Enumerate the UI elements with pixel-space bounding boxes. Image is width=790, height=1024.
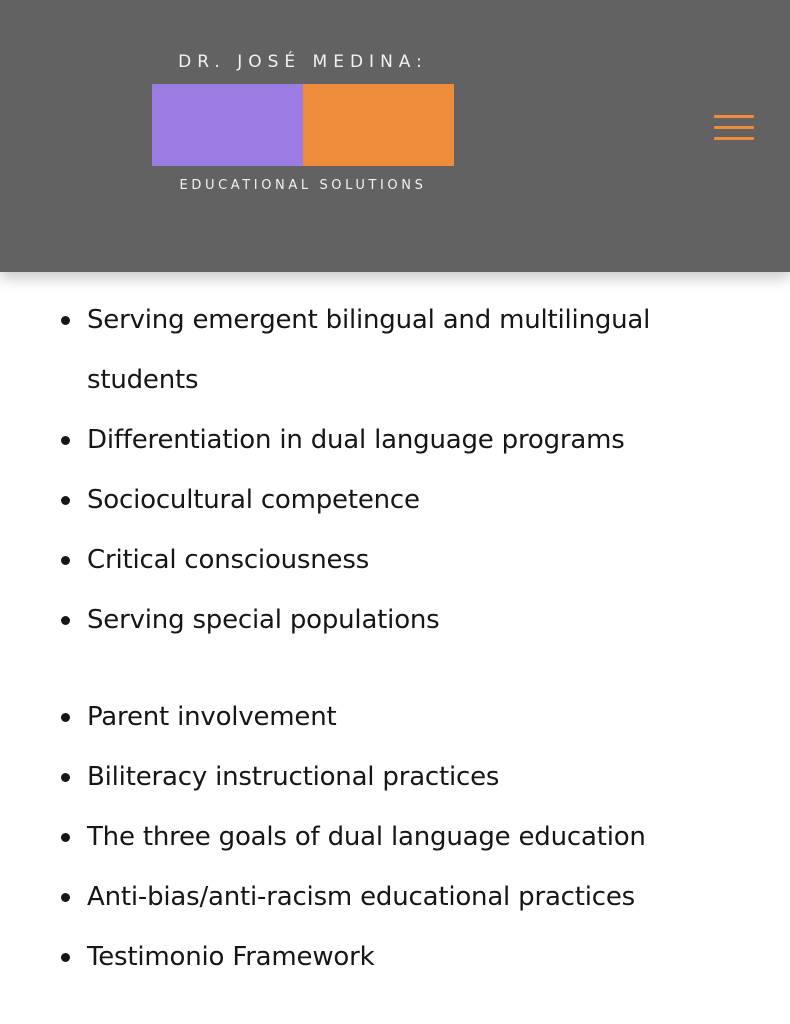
bullet-icon: [61, 316, 70, 325]
list-item-text: Serving special populations: [87, 605, 440, 635]
site-header: [0, 0, 790, 272]
list-item: [0, 530, 790, 590]
list-item-text: Differentiation in dual language programs: [87, 425, 625, 455]
menu-bar: [714, 137, 754, 140]
list-item-text: Testimonio Framework: [87, 942, 375, 972]
list-item-text: Anti-bias/anti-racism educational practices: [87, 882, 636, 912]
bullet-icon: [61, 556, 70, 565]
logo-bottom-text: EDUCATIONAL SOLUTIONS: [179, 178, 427, 193]
main-content: [0, 290, 790, 987]
list-item-text: Biliteracy instructional practices: [87, 762, 500, 792]
list-item-text: Critical consciousness: [87, 545, 370, 575]
list-item: [0, 927, 790, 987]
bullet-icon: [61, 893, 70, 902]
list-item-text: Parent involvement: [87, 702, 337, 732]
topics-list-1: [0, 290, 790, 650]
list-item: [0, 590, 790, 650]
hamburger-menu-icon[interactable]: [710, 112, 758, 144]
logo-purple-block: [152, 84, 303, 166]
logo-orange-block: [303, 84, 454, 166]
list-item: [0, 470, 790, 530]
bullet-icon: [61, 496, 70, 505]
bullet-icon: [61, 436, 70, 445]
list-item: [0, 867, 790, 927]
site-logo[interactable]: [152, 48, 454, 198]
bullet-icon: [61, 953, 70, 962]
list-item-text: Serving emergent bilingual and multilingual students: [87, 305, 651, 395]
list-item-text: The three goals of dual language education: [87, 822, 646, 852]
logo-top-text: DR. JOSÉ MEDINA:: [178, 52, 428, 72]
bullet-icon: [61, 773, 70, 782]
bullet-icon: [61, 713, 70, 722]
list-item: [0, 807, 790, 867]
bullet-icon: [61, 833, 70, 842]
topics-list-2: [0, 687, 790, 987]
list-item-text: Sociocultural competence: [87, 485, 420, 515]
list-item: [0, 290, 790, 410]
menu-bar: [714, 126, 754, 129]
list-item: [0, 747, 790, 807]
list-item: [0, 410, 790, 470]
bullet-icon: [61, 616, 70, 625]
list-item: [0, 687, 790, 747]
menu-bar: [714, 115, 754, 118]
